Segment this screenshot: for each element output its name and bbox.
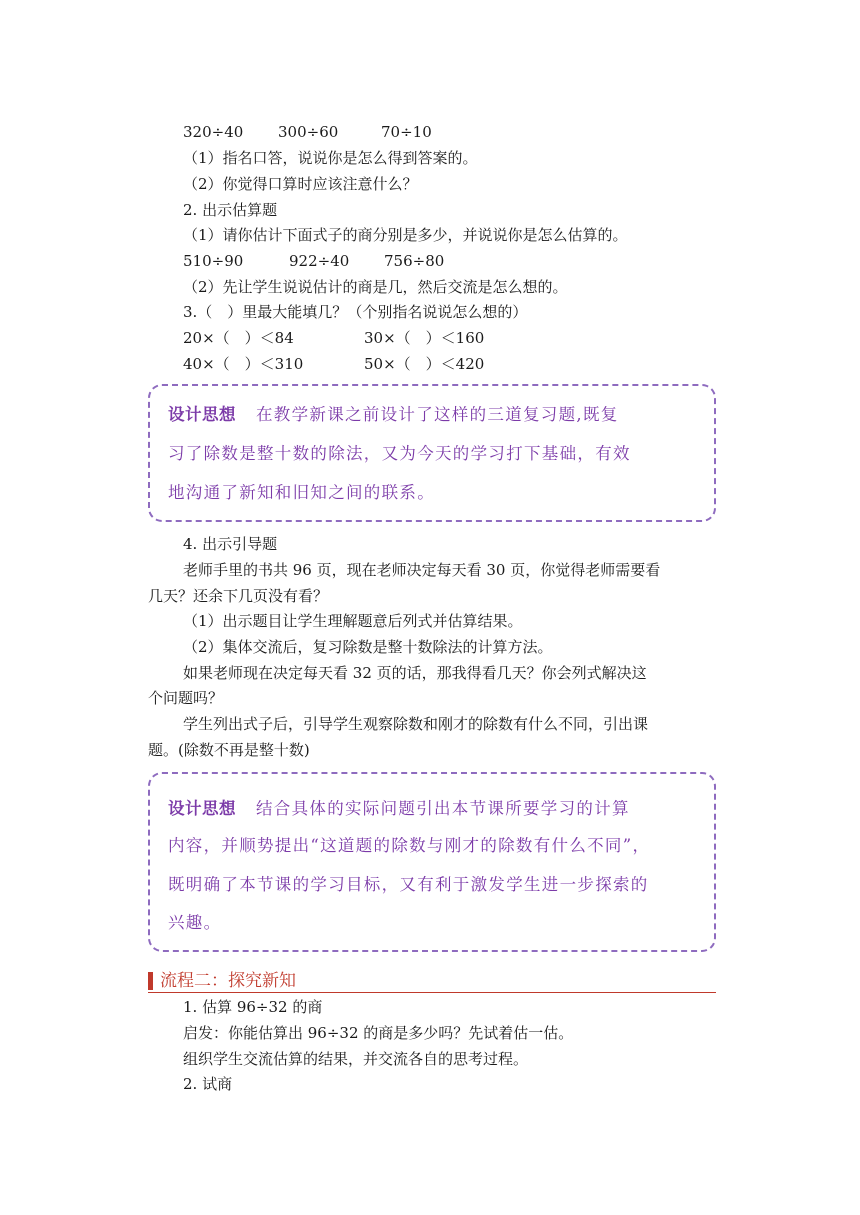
fill-row <box>183 354 484 374</box>
expr: 20×（ ）＜84 <box>183 329 294 347</box>
item-heading: 2. 出示估算题 <box>183 201 278 219</box>
expr: 30×（ ）＜160 <box>364 329 485 347</box>
design-idea-label: 设计思想 <box>168 405 236 424</box>
item-heading: 1. 估算 96÷32 的商 <box>183 998 323 1016</box>
section-heading-text: 流程二：探究新知 <box>160 971 296 991</box>
design-idea-label: 设计思想 <box>168 799 236 818</box>
design-idea-text: 既明确了本节课的学习目标，又有利于激发学生进一步探索的 <box>168 875 649 894</box>
design-idea-box <box>148 772 716 952</box>
paragraph: （2）先让学生说说估计的商是几，然后交流是怎么想的。 <box>183 278 568 296</box>
expr: 300÷60 <box>278 123 339 141</box>
expr: 40×（ ）＜310 <box>183 355 304 373</box>
design-idea-text: 结合具体的实际问题引出本节课所要学习的计算 <box>256 799 630 818</box>
expr: 510÷90 <box>183 252 244 270</box>
paragraph: 几天？还余下几页没有看？ <box>148 587 329 605</box>
estimate-row <box>183 251 444 271</box>
fill-row <box>183 328 484 348</box>
design-idea-text: 内容，并顺势提出“这道题的除数与刚才的除数有什么不同”， <box>168 836 651 855</box>
design-idea-text: 在教学新课之前设计了这样的三道复习题,既复 <box>256 405 619 424</box>
design-idea-text: 兴趣。 <box>168 913 222 932</box>
expr: 922÷40 <box>289 252 350 270</box>
paragraph: （1）指名口答，说说你是怎么得到答案的。 <box>183 149 478 167</box>
design-idea-text: 地沟通了新知和旧知之间的联系。 <box>168 483 435 502</box>
paragraph: （2）你觉得口算时应该注意什么？ <box>183 175 418 193</box>
paragraph: （2）集体交流后，复习除数是整十数除法的计算方法。 <box>183 638 553 656</box>
paragraph: 个问题吗？ <box>148 689 224 707</box>
paragraph: （1）出示题目让学生理解题意后列式并估算结果。 <box>183 612 523 630</box>
item-heading: 3.（ ）里最大能填几？（个别指名说说怎么想的） <box>183 303 528 321</box>
paragraph: （1）请你估计下面式子的商分别是多少，并说说你是怎么估算的。 <box>183 226 628 244</box>
item-heading: 2. 试商 <box>183 1075 233 1093</box>
expr: 756÷80 <box>384 252 445 270</box>
section-heading <box>148 970 716 993</box>
paragraph: 学生列出式子后，引导学生观察除数和刚才的除数有什么不同，引出课 <box>183 715 649 733</box>
expr: 320÷40 <box>183 123 244 141</box>
design-idea-text: 习了除数是整十数的除法，又为今天的学习打下基础，有效 <box>168 444 631 463</box>
paragraph: 组织学生交流估算的结果，并交流各自的思考过程。 <box>183 1050 529 1068</box>
paragraph: 题。(除数不再是整十数) <box>148 741 310 759</box>
heading-bar <box>148 972 153 990</box>
expr: 70÷10 <box>381 123 432 141</box>
item-heading: 4. 出示引导题 <box>183 535 278 553</box>
paragraph: 如果老师现在决定每天看 32 页的话，那我得看几天？你会列式解决这 <box>183 664 647 682</box>
paragraph: 老师手里的书共 96 页，现在老师决定每天看 30 页，你觉得老师需要看 <box>183 561 661 579</box>
expr: 50×（ ）＜420 <box>364 355 485 373</box>
oral-calc-row <box>183 122 432 142</box>
design-idea-box <box>148 384 716 522</box>
paragraph: 启发：你能估算出 96÷32 的商是多少吗？先试着估一估。 <box>183 1024 574 1042</box>
